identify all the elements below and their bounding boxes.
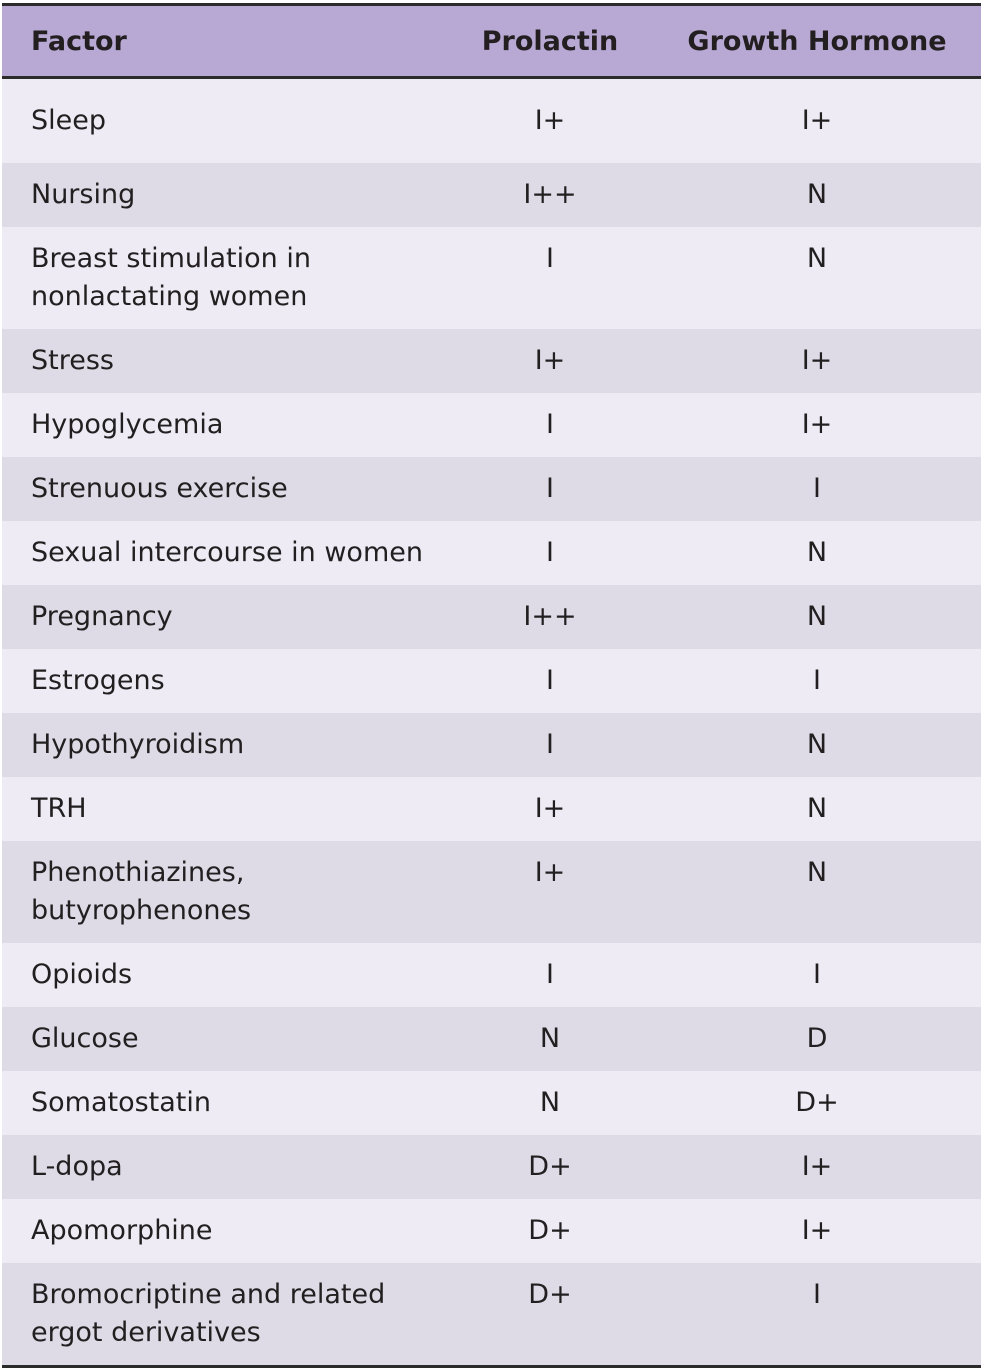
prolactin-cell: I	[546, 473, 554, 504]
prolactin-cell: I++	[523, 179, 577, 210]
factor-cell: Breast stimulation in nonlactating women	[31, 243, 311, 312]
table-row	[2, 1199, 981, 1263]
growth-hormone-cell: N	[806, 729, 828, 760]
factor-cell: Strenuous exercise	[31, 473, 288, 504]
prolactin-cell: I+	[534, 857, 566, 888]
table-row	[2, 713, 981, 777]
prolactin-cell: I	[546, 243, 554, 274]
prolactin-cell: N	[539, 1023, 561, 1054]
table-row	[2, 329, 981, 393]
growth-hormone-cell: N	[806, 179, 828, 210]
table-row	[2, 521, 981, 585]
table-row	[2, 457, 981, 521]
factor-cell: Estrogens	[31, 665, 165, 696]
factor-cell: Nursing	[31, 179, 136, 210]
factor-cell: Somatostatin	[31, 1087, 212, 1118]
table-row	[2, 79, 981, 163]
factor-cell: TRH	[31, 793, 87, 824]
growth-hormone-cell: N	[806, 243, 828, 274]
prolactin-cell: I++	[523, 601, 577, 632]
table-row	[2, 943, 981, 1007]
table-row	[2, 393, 981, 457]
factor-cell: L-dopa	[31, 1151, 123, 1182]
growth-hormone-cell: I	[813, 1279, 821, 1310]
prolactin-cell: I+	[534, 793, 566, 824]
table-row	[2, 1071, 981, 1135]
growth-hormone-cell: N	[806, 537, 828, 568]
prolactin-cell: I	[546, 409, 554, 440]
factor-cell: Bromocriptine and related ergot derivatives	[31, 1279, 386, 1348]
factor-cell: Sleep	[31, 105, 107, 136]
table-header	[2, 6, 981, 79]
growth-hormone-cell: I	[813, 959, 821, 990]
growth-hormone-cell: I+	[801, 345, 833, 376]
table-row	[2, 1263, 981, 1365]
table-row	[2, 1007, 981, 1071]
growth-hormone-cell: N	[806, 601, 828, 632]
table-row	[2, 1135, 981, 1199]
prolactin-cell: I+	[534, 105, 566, 136]
factor-cell: Hypoglycemia	[31, 409, 224, 440]
growth-hormone-cell: I+	[801, 1215, 833, 1246]
table-row	[2, 777, 981, 841]
column-header-prolactin: Prolactin	[481, 25, 619, 57]
prolactin-cell: D+	[528, 1151, 572, 1182]
column-header-factor: Factor	[31, 25, 127, 57]
factor-cell: Sexual intercourse in women	[31, 537, 423, 568]
table-row	[2, 649, 981, 713]
prolactin-cell: D+	[528, 1279, 572, 1310]
growth-hormone-cell: I	[813, 665, 821, 696]
prolactin-cell: I	[546, 665, 554, 696]
factor-cell: Opioids	[31, 959, 133, 990]
growth-hormone-cell: I+	[801, 409, 833, 440]
factor-cell: Glucose	[31, 1023, 139, 1054]
factor-cell: Apomorphine	[31, 1215, 213, 1246]
prolactin-cell: D+	[528, 1215, 572, 1246]
table-row	[2, 227, 981, 329]
factor-cell: Hypothyroidism	[31, 729, 245, 760]
prolactin-cell: I	[546, 959, 554, 990]
factor-cell: Stress	[31, 345, 114, 376]
column-header-growth-hormone: Growth Hormone	[687, 25, 947, 57]
prolactin-cell: I	[546, 537, 554, 568]
growth-hormone-cell: I	[813, 473, 821, 504]
table-row	[2, 585, 981, 649]
factor-cell: Phenothiazines, butyrophenones	[31, 857, 252, 926]
growth-hormone-cell: I+	[801, 105, 833, 136]
factor-cell: Pregnancy	[31, 601, 173, 632]
factors-table	[2, 3, 981, 1368]
growth-hormone-cell: D	[806, 1023, 828, 1054]
table-row	[2, 163, 981, 227]
prolactin-cell: I	[546, 729, 554, 760]
prolactin-cell: I+	[534, 345, 566, 376]
growth-hormone-cell: D+	[795, 1087, 839, 1118]
prolactin-cell: N	[539, 1087, 561, 1118]
growth-hormone-cell: I+	[801, 1151, 833, 1182]
table-row	[2, 841, 981, 943]
growth-hormone-cell: N	[806, 793, 828, 824]
growth-hormone-cell: N	[806, 857, 828, 888]
